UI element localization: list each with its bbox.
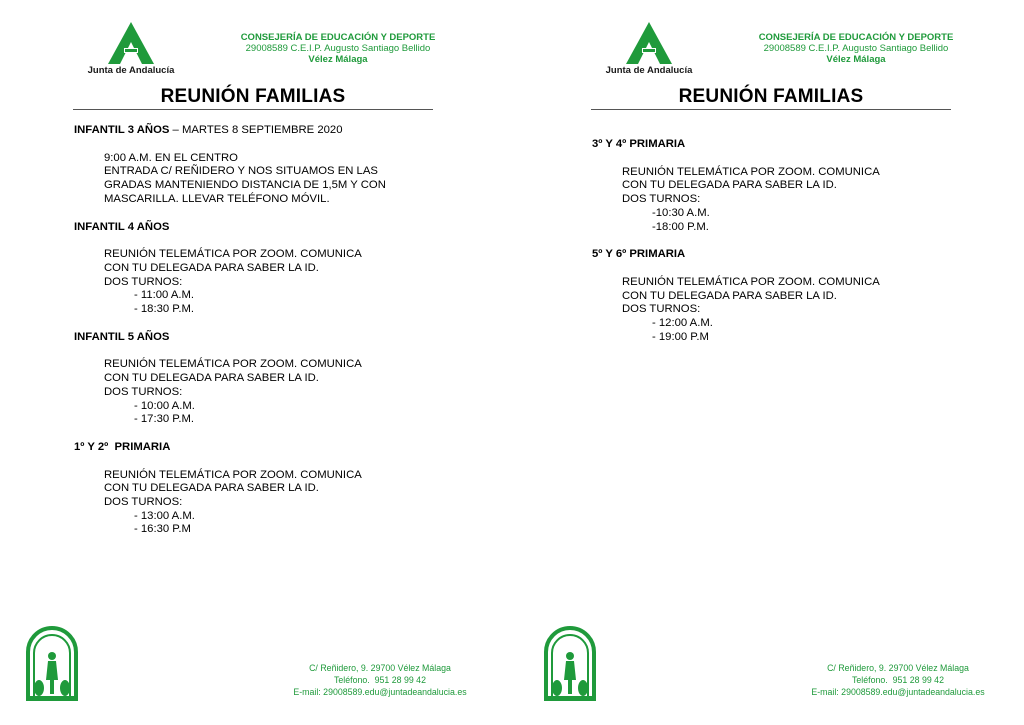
section-body [592, 276, 1012, 345]
phone: Teléfono. 951 28 99 42 [334, 675, 426, 685]
turn-item: - 13:00 A.M. [134, 509, 195, 522]
junta-a-logo-icon [626, 22, 672, 64]
junta-logo [604, 22, 694, 76]
infantil3-date: – MARTES 8 SEPTIEMBRE 2020 [169, 124, 343, 136]
turn-item: - 18:30 P.M. [134, 303, 195, 316]
logo-text: Junta de Andalucía [87, 65, 175, 76]
text-line: CON TU DELEGADA PARA SABER LA ID. [104, 261, 319, 274]
infantil4-heading: INFANTIL 4 AÑOS [74, 220, 170, 233]
content-left [74, 124, 494, 551]
turn-item: -18:00 P.M. [652, 220, 709, 233]
section-heading [74, 124, 494, 138]
section-body [74, 152, 494, 207]
school-name: 29008589 C.E.I.P. Augusto Santiago Bellido [245, 43, 431, 54]
org-name: CONSEJERÍA DE EDUCACIÓN Y DEPORTE [758, 32, 954, 43]
text-line: DOS TURNOS: [622, 193, 701, 206]
section-body [592, 166, 1012, 235]
page-right [518, 0, 1024, 725]
primaria34-heading: 3º Y 4º PRIMARIA [592, 138, 686, 150]
email: E-mail: 29008589.edu@juntadeandalucia.es [811, 687, 985, 697]
text-line: CON TU DELEGADA PARA SABER LA ID. [104, 482, 319, 495]
section-body [74, 469, 494, 538]
text-line: REUNIÓN TELEMÁTICA POR ZOOM. COMUNICA [622, 165, 880, 178]
title-divider [73, 109, 433, 110]
text-line: MASCARILLA. LLEVAR TELÉFONO MÓVIL. [104, 192, 330, 205]
turn-item: - 12:00 A.M. [652, 317, 713, 330]
text-line: CON TU DELEGADA PARA SABER LA ID. [622, 289, 837, 302]
turn-item: - 17:30 P.M. [134, 413, 195, 426]
school-town: Vélez Málaga [826, 54, 886, 65]
text-line: REUNIÓN TELEMÁTICA POR ZOOM. COMUNICA [104, 248, 362, 261]
text-line: CON TU DELEGADA PARA SABER LA ID. [622, 179, 837, 192]
logo-text: Junta de Andalucía [605, 65, 693, 76]
contact-block [280, 662, 480, 698]
email: E-mail: 29008589.edu@juntadeandalucia.es [293, 687, 467, 697]
junta-seal-logo [24, 622, 80, 702]
turn-item: - 16:30 P.M [134, 523, 191, 536]
turn-item: - 19:00 P.M [652, 330, 709, 343]
infantil5-heading: INFANTIL 5 AÑOS [74, 330, 170, 343]
section-body [74, 358, 494, 427]
junta-a-logo-icon [108, 22, 154, 64]
text-line: REUNIÓN TELEMÁTICA POR ZOOM. COMUNICA [104, 358, 362, 371]
school-name: 29008589 C.E.I.P. Augusto Santiago Bellido [763, 43, 949, 54]
primaria56-heading: 5º Y 6º PRIMARIA [592, 248, 686, 261]
hercules-seal-icon [24, 622, 80, 702]
turn-item: -10:30 A.M. [652, 206, 710, 219]
text-line: REUNIÓN TELEMÁTICA POR ZOOM. COMUNICA [104, 468, 362, 481]
content-right [592, 138, 1012, 358]
infantil3-heading: INFANTIL 3 AÑOS [74, 124, 170, 136]
contact-block [798, 662, 998, 698]
text-line: GRADAS MANTENIENDO DISTANCIA DE 1,5M Y CON [104, 179, 386, 192]
text-line: DOS TURNOS: [104, 385, 183, 398]
junta-seal-logo [542, 622, 598, 702]
org-header [746, 32, 966, 65]
page-title: REUNIÓN FAMILIAS [678, 86, 864, 107]
page-title: REUNIÓN FAMILIAS [160, 86, 346, 107]
org-name: CONSEJERÍA DE EDUCACIÓN Y DEPORTE [240, 32, 436, 43]
org-header [228, 32, 448, 65]
junta-logo [86, 22, 176, 76]
address: C/ Reñidero, 9. 29700 Vélez Málaga [309, 663, 451, 673]
turn-item: - 11:00 A.M. [134, 289, 195, 302]
title-divider [591, 109, 951, 110]
text-line: DOS TURNOS: [104, 275, 183, 288]
turn-item: - 10:00 A.M. [134, 399, 195, 412]
primaria12-heading: 1º Y 2º PRIMARIA [74, 440, 171, 453]
school-town: Vélez Málaga [308, 54, 368, 65]
text-line: ENTRADA C/ REÑIDERO Y NOS SITUAMOS EN LAS [104, 165, 378, 178]
text-line: DOS TURNOS: [104, 496, 183, 509]
text-line: REUNIÓN TELEMÁTICA POR ZOOM. COMUNICA [622, 275, 880, 288]
text-line: CON TU DELEGADA PARA SABER LA ID. [104, 372, 319, 385]
address: C/ Reñidero, 9. 29700 Vélez Málaga [827, 663, 969, 673]
text-line: 9:00 A.M. EN EL CENTRO [104, 151, 238, 164]
section-body [74, 248, 494, 317]
hercules-seal-icon [542, 622, 598, 702]
text-line: DOS TURNOS: [622, 303, 701, 316]
phone: Teléfono. 951 28 99 42 [852, 675, 944, 685]
